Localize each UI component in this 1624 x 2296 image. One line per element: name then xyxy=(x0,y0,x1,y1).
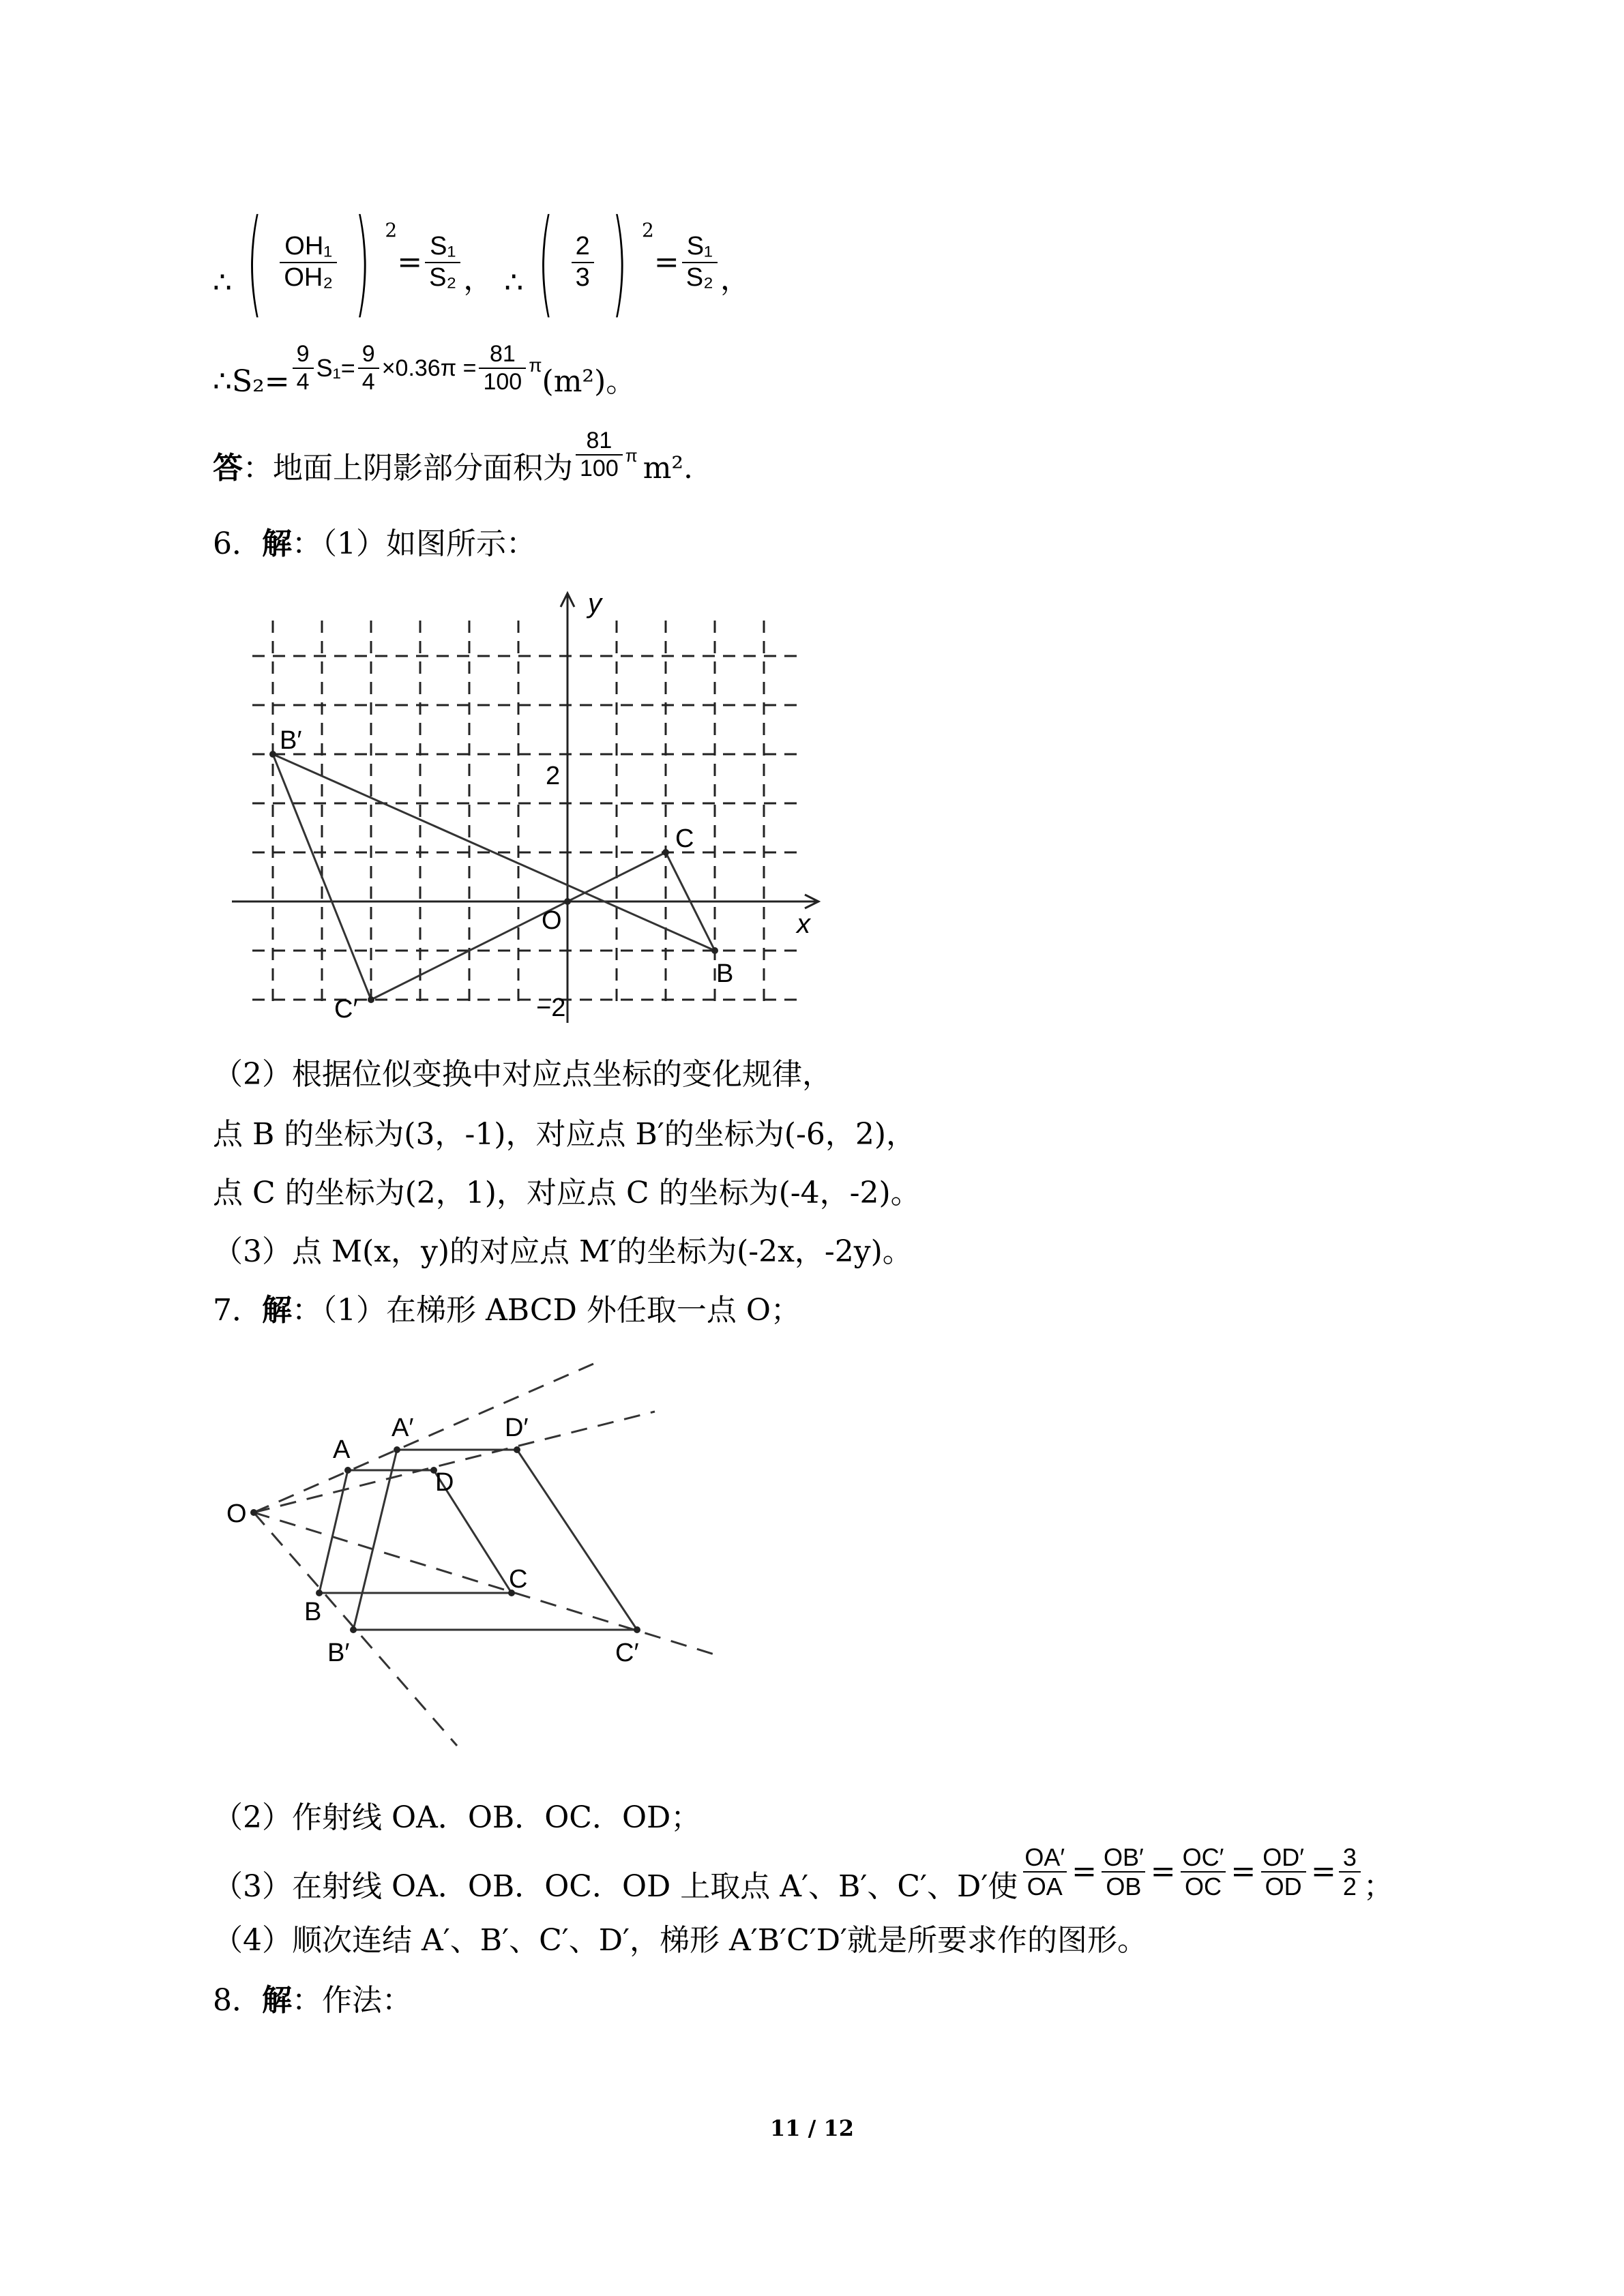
nine-fourths2-den: 4 xyxy=(358,368,379,396)
nine-fourths-den: 4 xyxy=(293,368,314,396)
label-d: D xyxy=(435,1468,454,1497)
label-c: C xyxy=(675,824,694,853)
unit-m2: (m²)。 xyxy=(542,364,636,399)
tick-label-2: 2 xyxy=(546,762,561,790)
ratio-s-num: S₁ xyxy=(430,232,456,261)
q8-number: 8． xyxy=(213,1983,262,2018)
tick-label-neg2: −2 xyxy=(536,994,566,1022)
figure-lines xyxy=(273,754,715,1000)
ratio-od-num: OD′ xyxy=(1263,1843,1304,1871)
right-paren-2: ) xyxy=(611,195,628,330)
ratio-oa xyxy=(1020,1843,1069,1901)
x-axis-label: x xyxy=(797,909,810,939)
ratio-oa-num: OA′ xyxy=(1024,1843,1065,1871)
ratio-ob-num: OB′ xyxy=(1103,1843,1144,1871)
pi-symbol: π xyxy=(529,355,542,376)
label-bprime2: B′ xyxy=(327,1639,350,1667)
ratio-s xyxy=(425,232,460,293)
label-cprime: C′ xyxy=(334,995,358,1024)
ratio-oc-den: OC xyxy=(1181,1871,1226,1900)
label-c2: C xyxy=(509,1565,528,1594)
axes xyxy=(232,593,818,1023)
ratio-ob-den: OB xyxy=(1102,1871,1145,1900)
ratio-od xyxy=(1258,1843,1308,1901)
answer-unit: m². xyxy=(643,451,694,486)
ratio-s-2 xyxy=(682,232,718,293)
ratio-three-halves xyxy=(1339,1843,1361,1901)
q7-part3-end: ； xyxy=(1363,1869,1393,1904)
frac-100-den: 100 xyxy=(479,368,526,396)
eq-2: = xyxy=(1150,1854,1176,1889)
equals-sign: = xyxy=(397,245,423,280)
three-halves-den: 2 xyxy=(1339,1871,1361,1900)
ratio-oh-num: OH₁ xyxy=(284,232,333,261)
q6-jie: 解 xyxy=(262,526,292,561)
label-b2: B xyxy=(304,1598,322,1626)
frac-nine-fourths xyxy=(293,341,314,396)
label-o: O xyxy=(226,1500,247,1528)
page-number: 11 / 12 xyxy=(769,2115,855,2141)
frac-81-num: 81 xyxy=(489,340,516,367)
ratio-s2-num: S₁ xyxy=(686,232,713,261)
line-end: ， xyxy=(720,262,750,297)
label-cprime2: C′ xyxy=(615,1639,639,1667)
q8-heading xyxy=(213,1982,412,2020)
therefore-symbol-2: ∴ xyxy=(504,265,524,300)
s1-term: S₁= xyxy=(316,354,355,382)
q6-part3: （3）点 M(x，y)的对应点 M′的坐标为(-2x，-2y)。 xyxy=(213,1234,913,1269)
left-paren: ( xyxy=(246,195,263,330)
s2-lhs: ∴S₂= xyxy=(213,364,290,399)
left-paren-2: ( xyxy=(537,195,555,330)
q6-part1: ：（1）如图所示： xyxy=(292,526,536,561)
answer-text: ：地面上阴影部分面积为 xyxy=(243,451,573,486)
eq-4: = xyxy=(1310,1854,1336,1889)
ratio-od-den: OD xyxy=(1261,1871,1306,1900)
nine-fourths-num: 9 xyxy=(296,340,310,367)
ray-od xyxy=(254,1412,655,1512)
q7-part1: ：（1）在梯形 ABCD 外任取一点 O； xyxy=(292,1293,801,1328)
q7-part2: （2）作射线 OA．OB．OC．OD； xyxy=(213,1800,701,1835)
separator: ， xyxy=(463,262,494,297)
y-axis-label: y xyxy=(588,588,602,618)
eq-3: = xyxy=(1230,1854,1256,1889)
trapezoid-diagram xyxy=(218,1350,737,1759)
answer-line xyxy=(213,417,693,492)
q6-line-b: 点 B 的坐标为(3，-1)，对应点 B′的坐标为(-6，2)， xyxy=(213,1117,916,1152)
answer-frac-num: 81 xyxy=(586,427,612,453)
q6-line-c: 点 C 的坐标为(2，1)，对应点 C 的坐标为(-4，-2)。 xyxy=(213,1176,921,1210)
eq-1: = xyxy=(1072,1854,1097,1889)
answer-pi: π xyxy=(625,445,638,466)
label-aprime: A′ xyxy=(392,1414,414,1442)
q7-part3-text: （3）在射线 OA．OB．OC．OD 上取点 A′、B′、C′、D′使 xyxy=(213,1869,1018,1904)
ratio-two-thirds xyxy=(572,232,594,293)
label-a: A xyxy=(333,1435,351,1464)
q8-part1: ：作法： xyxy=(292,1983,412,2018)
label-bprime: B′ xyxy=(280,726,302,755)
three-halves-num: 3 xyxy=(1342,1843,1357,1871)
two-thirds-num: 2 xyxy=(575,232,590,261)
answer-label: 答 xyxy=(213,451,243,486)
ratio-s2-den: S₂ xyxy=(682,262,718,293)
frac-nine-fourths-2 xyxy=(358,341,379,396)
q7-part4: （4）顺次连结 A′、B′、C′、D′，梯形 A′B′C′D′就是所要求作的图形。 xyxy=(213,1923,1147,1958)
q7-part3-line xyxy=(213,1828,1393,1916)
answer-frac-den: 100 xyxy=(576,454,623,482)
q6-number: 6． xyxy=(213,526,262,561)
ratio-oc xyxy=(1179,1843,1228,1901)
q7-jie: 解 xyxy=(262,1293,292,1328)
q7-number: 7． xyxy=(213,1293,262,1328)
formula-line-2 xyxy=(213,327,636,409)
frac-81-100 xyxy=(479,341,526,396)
label-b: B xyxy=(716,959,734,988)
exponent: 2 xyxy=(385,219,398,241)
exponent-2: 2 xyxy=(642,219,654,241)
right-paren: ) xyxy=(354,195,370,330)
ratio-oc-num: OC′ xyxy=(1182,1843,1224,1871)
answer-frac xyxy=(576,428,623,482)
mult-term: ×0.36π = xyxy=(381,355,477,381)
two-thirds-den: 3 xyxy=(572,262,594,293)
q6-heading xyxy=(213,525,536,563)
origin-label: O xyxy=(542,906,562,935)
q7-heading xyxy=(213,1292,801,1330)
ratio-s-den: S₂ xyxy=(425,262,460,293)
label-dprime: D′ xyxy=(505,1414,529,1442)
q6-part2: （2）根据位似变换中对应点坐标的变化规律， xyxy=(213,1057,832,1092)
ratio-ob xyxy=(1099,1843,1148,1901)
ratio-oh xyxy=(280,232,337,293)
ratio-oh-den: OH₂ xyxy=(280,262,337,293)
ratio-oa-den: OA xyxy=(1023,1871,1067,1900)
ray-oa xyxy=(254,1364,593,1512)
coordinate-graph xyxy=(225,580,839,1030)
formula-line-1 xyxy=(213,195,750,330)
nine-fourths2-num: 9 xyxy=(361,340,375,367)
equals-sign-2: = xyxy=(653,245,679,280)
therefore-symbol: ∴ xyxy=(213,265,232,300)
q8-jie: 解 xyxy=(262,1983,292,2018)
point-dots xyxy=(269,751,718,1003)
ray-oc xyxy=(254,1512,723,1657)
